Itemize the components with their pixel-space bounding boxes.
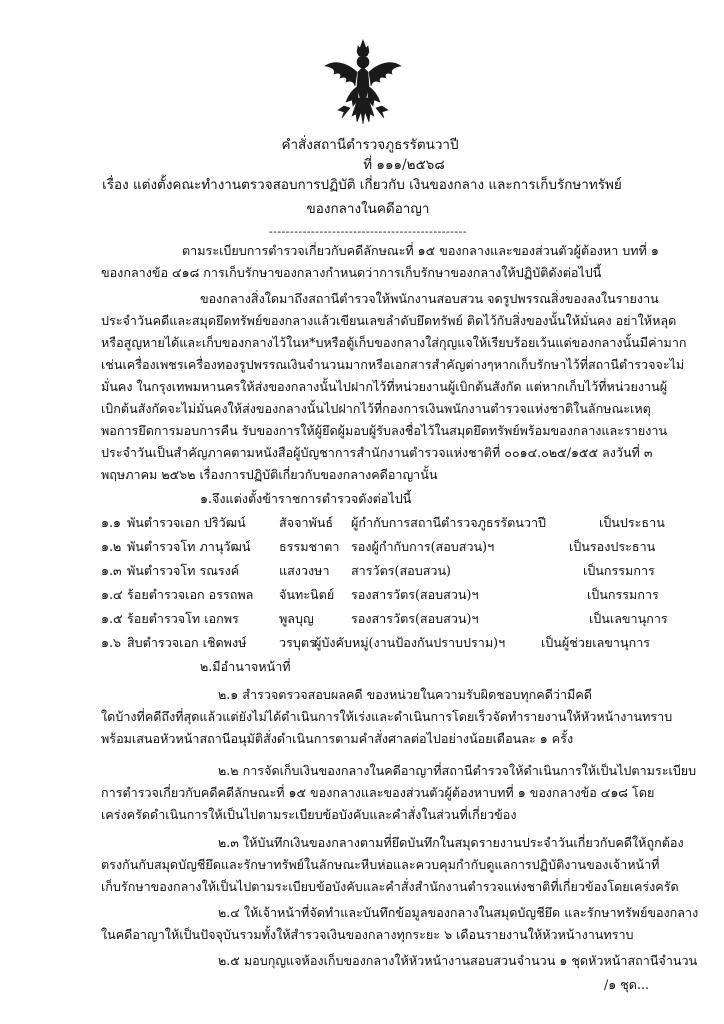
committee-position: สารวัตร(สอบสวน) <box>351 563 451 578</box>
paragraph-line: หรือสูญหายได้และเก็บของกลางไว้ในห*บหรือตู้เก็บของกลางใส่กุญแจให้เรียบร้อยเว้นแต่ของกลางนั้นมีค่ามาก <box>101 335 687 350</box>
committee-surname: ธรรมชาตา <box>279 539 340 554</box>
paragraph-line: ในคดีอาญาให้เป็นปัจจุบันรวมทั้งให้สำรวจเงินของกลางทุกระยะ ๖ เดือนรายงานให้หัวหน้างานทราบ <box>101 927 634 942</box>
committee-number: ๑.๔ <box>101 587 123 602</box>
section-heading-duties: ๒.มีอำนาจหน้าที่ <box>200 659 291 674</box>
committee-role: เป็นผู้ช่วยเลขานุการ <box>541 635 651 650</box>
paragraph-line: ตามระเบียบการตำรวจเกี่ยวกับคดีลักษณะที่ ๑๕ ของกลางและของส่วนตัวผู้ต้องหา บทที่ ๑ <box>182 243 659 258</box>
committee-row <box>101 512 701 534</box>
paragraph-line: พร้อมเสนอหัวหน้าสถานีอนุมัติสั่งดำเนินการตามคำสั่งศาลต่อไปอย่างน้อยเดือนละ ๑ ครั้ง <box>101 731 574 746</box>
committee-row <box>101 632 701 654</box>
garuda-emblem-icon <box>322 36 404 128</box>
committee-row <box>101 584 701 606</box>
continued-marker: /๑ ชุด... <box>604 977 649 992</box>
committee-name: ร้อยตำรวจโท เอกพร <box>127 611 239 626</box>
paragraph-line: มั่นคง ในกรุงเทพมหานครให้ส่งของกลางนั้นไปฝากไว้ที่หน่วยงานผู้เบิกต้นสังกัด แต่หากเก็บไว้ที่หน่วยงานผู้ <box>101 379 668 394</box>
committee-role: เป็นกรรมการ <box>583 563 655 578</box>
section-heading-appointment: ๑.จึงแต่งตั้งข้าราชการตำรวจดังต่อไปนี้ <box>200 491 412 506</box>
paragraph-line: พฤษภาคม ๒๕๖๒ เรื่องการปฏิบัติเกี่ยวกับของกลางคดีอาญานั้น <box>101 467 438 482</box>
committee-row <box>101 536 701 558</box>
committee-number: ๑.๖ <box>101 635 121 650</box>
committee-name: พันตำรวจโท ภานุวัฒน์ <box>127 539 251 554</box>
committee-position: ผู้กำกับการสถานีตำรวจภูธรรัตนวาปี <box>351 515 547 530</box>
committee-position: รองสารวัตร(สอบสวน)ฯ <box>351 611 479 626</box>
order-subject-line-2: ของกลางในคดีอาญา <box>306 201 430 217</box>
committee-name: พันตำรวจเอก ปริวัฒน์ <box>127 515 246 530</box>
paragraph-line: ๒.๒ การจัดเก็บเงินของกลางในคดีอาญาที่สถานีตำรวจให้ดำเนินการให้เป็นไปตามระเบียบ <box>218 763 697 778</box>
committee-number: ๑.๕ <box>101 611 123 626</box>
committee-row <box>101 608 701 630</box>
paragraph-line: เคร่งครัดดำเนินการให้เป็นไปตามระเบียบข้อบังคับและคำสั่งในส่วนที่เกี่ยวข้อง <box>101 807 517 822</box>
order-title: คำสั่งสถานีตำรวจภูธรรัตนวาปี <box>281 137 459 153</box>
paragraph-line: ๒.๕ มอบกุญแจห้องเก็บของกลางให้หัวหน้างานสอบสวนจำนวน ๑ ชุดหัวหน้าสถานีจำนวน <box>218 953 698 968</box>
paragraph-line: ของกลางข้อ ๔๑๘ การเก็บรักษาของกลางกำหนดว่าการเก็บรักษาของกลางให้ปฏิบัติดังต่อไปนี้ <box>101 265 602 280</box>
committee-surname: จันทะนิตย์ <box>279 587 335 602</box>
committee-position: รองผู้กำกับการ(สอบสวน)ฯ <box>351 539 495 554</box>
committee-name: พันตำรวจโท รณรงค์ <box>127 563 240 578</box>
committee-position: รองสารวัตร(สอบสวน)ฯ <box>351 587 479 602</box>
committee-name: สิบตำรวจเอก เชิดพงษ์ <box>127 635 247 650</box>
paragraph-line: การตำรวจเกี่ยวกับคดีคดีลักษณะที่ ๑๕ ของกลางและของส่วนตัวผู้ต้องหาบทที่ ๑ ของกลางข้อ ๔๑๘ โดย <box>101 785 655 800</box>
paragraph-line: ๒.๓ ให้บันทึกเงินของกลางตามที่ยึดบันทึกในสมุดรายงานประจำวันเกี่ยวกับคดีให้ถูกต้อง <box>218 835 684 850</box>
paragraph-line: ของกลางสิ่งใดมาถึงสถานีตำรวจให้พนักงานสอบสวน จดรูปพรรณสิ่งของลงในรายงาน <box>200 291 659 306</box>
order-number: ที่ ๑๑๑/๒๕๖๘ <box>363 157 445 173</box>
paragraph-line: เก็บรักษาของกลางให้เป็นไปตามระเบียบข้อบังคับและคำสั่งสำนักงานตำรวจแห่งชาติที่เกี่ยวข้องโดยเคร่งครัด <box>101 879 679 894</box>
committee-number: ๑.๑ <box>101 515 121 530</box>
paragraph-line: เช่นเครื่องเพชรเครื่องทองรูปพรรณเงินจำนวนมากหรือเอกสารสำคัญต่างๆหากเก็บรักษาไว้ที่สถานีตำรวจจะไม่ <box>101 357 685 372</box>
committee-role: เป็นประธาน <box>599 515 665 530</box>
paragraph-line: ๒.๔ ให้เจ้าหน้าที่จัดทำและบันทึกข้อมูลของกลางในสมุดบัญชียึด และรักษาทรัพย์ของกลาง <box>218 905 699 920</box>
paragraph-line: ประจำวันคดีและสมุดยึดทรัพย์ของกลางแล้วเขียนเลขลำดับยึดทรัพย์ ติดไว้กับสิ่งของนั้นให้มั่นคง อย่าให้หลุด <box>101 313 677 328</box>
paragraph-line: ประจำวันเป็นสำคัญภาคตามหนังสือผู้บัญชาการสำนักงานตำรวจแห่งชาติที่ ๐๐๑๔.๐๒๕/๑๕๕ ลงวันที่ ๓ <box>101 445 653 460</box>
committee-role: เป็นกรรมการ <box>587 587 659 602</box>
order-subject-line-1: เรื่อง แต่งตั้งคณะทำงานตรวจสอบการปฏิบัติ เกี่ยวกับ เงินของกลาง และการเก็บรักษาทรัพย์ <box>102 177 622 193</box>
committee-name: ร้อยตำรวจเอก อรรถพล <box>127 587 254 602</box>
paragraph-line: เบิกต้นสังกัดจะไม่มั่นคงให้ส่งของกลางนั้นไปฝากไว้ที่กองการเงินพนักงานตำรวจแห่งชาติในลักษณะเหตุ <box>101 401 651 416</box>
committee-number: ๑.๒ <box>101 539 122 554</box>
committee-row <box>101 560 701 582</box>
committee-surname: พูลบุญ <box>279 611 314 626</box>
paragraph-line: ตรงกันกับสมุดบัญชียึดและรักษาทรัพย์ในลักษณะหีบห่อและควบคุมกำกับดูแลการปฏิบัติงานของเจ้าหน้าที่ <box>101 857 660 872</box>
committee-number: ๑.๓ <box>101 563 122 578</box>
committee-surname: วรบุตร <box>279 635 316 650</box>
committee-position: ผู้บังคับหมู่(งานป้องกันปราบปราม)ฯ <box>314 635 506 650</box>
paragraph-line: พอการยึดการมอบการคืน รับของการให้ผู้ยึดผู้มอบผู้รับลงชื่อไว้ในสมุดยึดทรัพย์พร้อมของกลางและรายงาน <box>101 423 668 438</box>
committee-surname: แสงวงษา <box>279 563 330 578</box>
paragraph-line: ใดบ้างที่คดีถึงที่สุดแล้วแต่ยังไม่ได้ดำเนินการให้เร่งและดำเนินการโดยเร็วจัดทำรายงานให้หัวหน้างานทราบ <box>101 709 673 724</box>
header-divider: ----------------------------------------------- <box>268 225 468 238</box>
committee-role: เป็นรองประธาน <box>569 539 656 554</box>
paragraph-line: ๒.๑ สำรวจตรวจสอบผลคดี ของหน่วยในความรับผิดชอบทุกคดีว่ามีคดี <box>218 687 592 702</box>
committee-surname: สัจจาพันธ์ <box>279 515 334 530</box>
committee-role: เป็นเลขานุการ <box>589 611 668 626</box>
